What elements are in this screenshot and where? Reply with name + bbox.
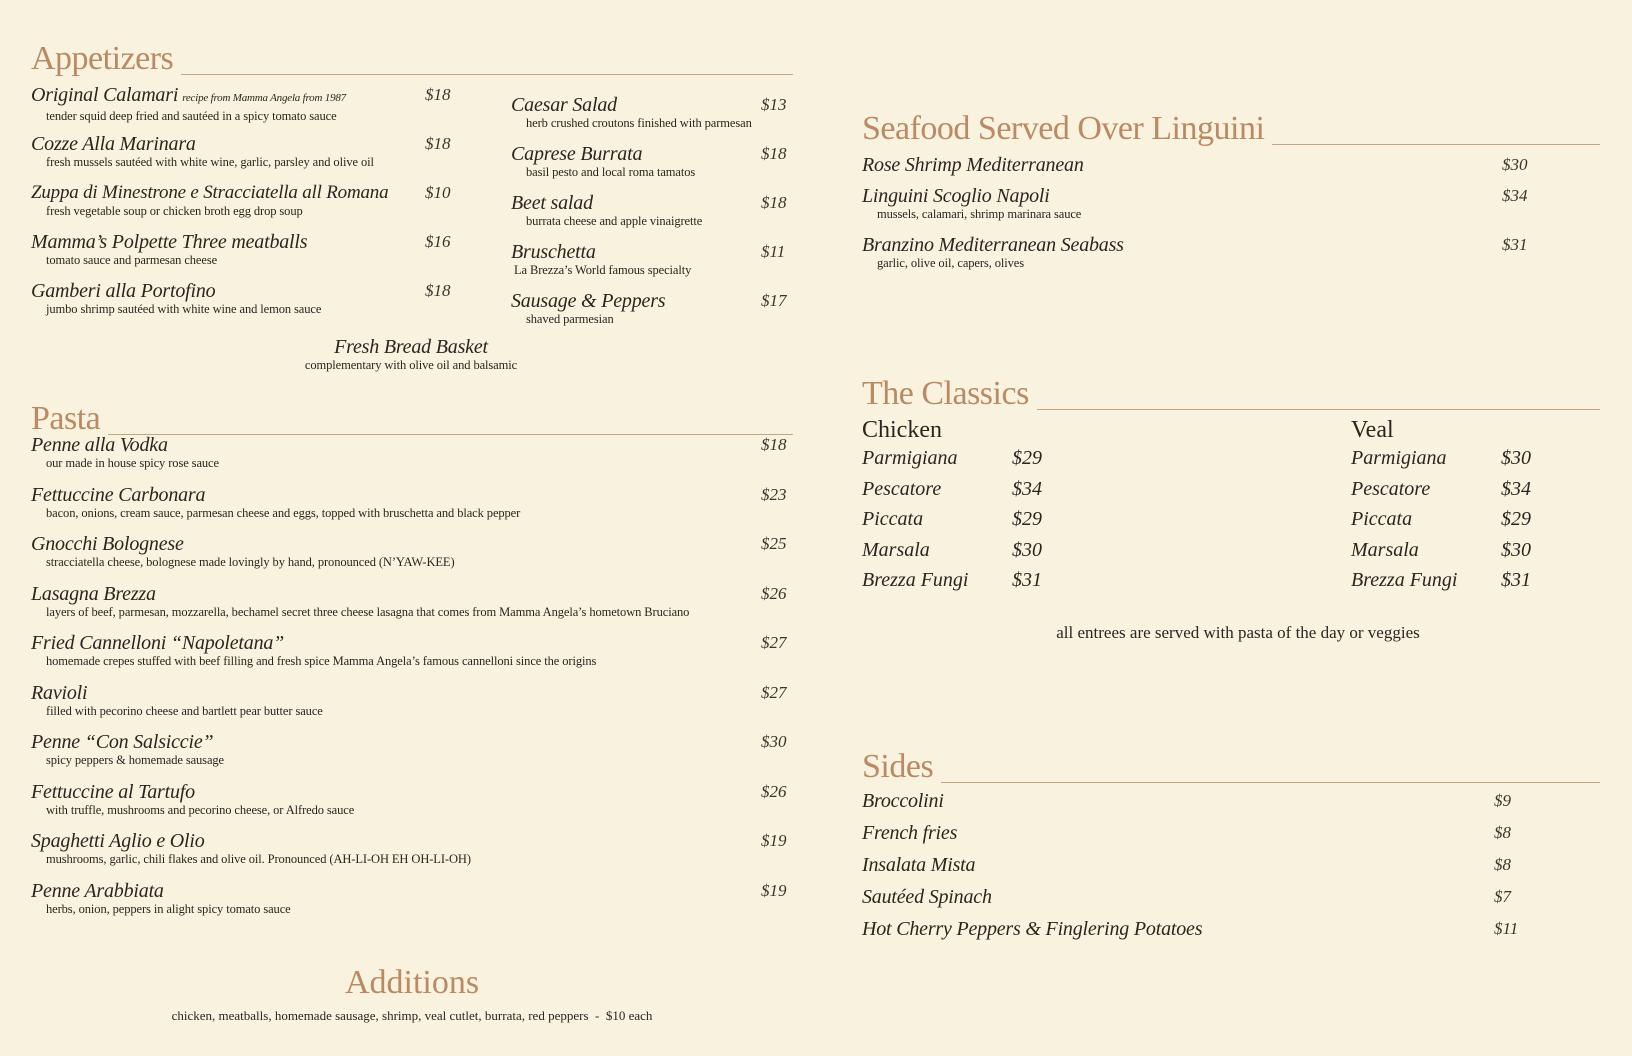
menu-item: [31, 182, 451, 219]
item-desc: jumbo shrimp sautéed with white wine and lemon sauce: [46, 302, 322, 316]
menu-item: [31, 632, 793, 669]
veal-item-price: $30: [1501, 538, 1531, 561]
item-price: $34: [1502, 186, 1528, 205]
item-price: $18: [425, 281, 451, 300]
item-name: Gamberi alla Portofino: [31, 280, 216, 302]
item-price: $18: [761, 144, 787, 163]
seafood-section: [862, 110, 1600, 290]
menu-item: [31, 682, 793, 719]
item-name: Caprese Burrata: [511, 143, 643, 165]
appetizers-title: Appetizers: [31, 40, 174, 77]
side-item: [862, 822, 1600, 844]
item-desc: tomato sauce and parmesan cheese: [46, 253, 218, 267]
menu-item: [862, 154, 1600, 176]
item-desc: with truffle, mushrooms and pecorino cheese, or Alfredo sauce: [46, 802, 355, 817]
side-item: [862, 854, 1600, 876]
item-desc: basil pesto and local roma tamatos: [526, 165, 696, 179]
seafood-title: Seafood Served Over Linguini: [862, 110, 1265, 147]
item-desc: fresh mussels sautéed with white wine, garlic, parsley and olive oil: [46, 155, 374, 169]
item-desc: La Brezza’s World famous specialty: [514, 263, 692, 277]
menu-item: [511, 290, 793, 327]
item-price: $31: [1502, 235, 1528, 254]
menu-item: [511, 143, 793, 180]
item-name: Linguini Scoglio Napoli: [862, 185, 1050, 207]
item-price: $17: [761, 291, 787, 310]
additions-desc: chicken, meatballs, homemade sausage, shrimp, veal cutlet, burrata, red peppers - $10 each: [171, 1008, 653, 1023]
appetizers-title-row: [31, 40, 793, 78]
sides-title-row: [862, 748, 1600, 786]
item-desc: layers of beef, parmesan, mozzarella, bechamel secret three cheese lasagna that comes from Mamma Angela’s hometown Bruciano: [46, 604, 690, 619]
item-price: $25: [761, 534, 787, 553]
item-name: Broccolini: [862, 790, 944, 812]
item-price: $9: [1494, 791, 1511, 810]
chicken-item-price: $34: [1012, 477, 1042, 500]
item-price: $11: [761, 242, 786, 261]
menu-item: [31, 280, 451, 317]
veal-item-name: Brezza Fungi: [1351, 569, 1458, 591]
chicken-item-price: $29: [1012, 508, 1042, 530]
item-desc: fresh vegetable soup or chicken broth egg drop soup: [46, 204, 303, 218]
item-price: $18: [425, 85, 451, 104]
item-name: Mamma’s Polpette Three meatballs: [31, 231, 308, 253]
item-name: Sautéed Spinach: [862, 886, 992, 908]
item-price: $26: [761, 583, 787, 603]
menu-item: [31, 830, 793, 867]
pasta-section: [31, 400, 793, 930]
item-name: Lasagna Brezza: [31, 582, 156, 605]
item-name: Insalata Mista: [862, 854, 976, 876]
item-name: Beet salad: [511, 192, 593, 214]
item-desc: herbs, onion, peppers in alight spicy tomato sauce: [46, 901, 291, 916]
menu-item: [31, 880, 793, 917]
bread-basket-desc: complementary with olive oil and balsamic: [304, 358, 518, 372]
item-name: Hot Cherry Peppers & Finglering Potatoes: [862, 918, 1203, 940]
item-price: $8: [1494, 855, 1511, 874]
additions-section: [31, 964, 793, 1024]
item-price: $7: [1494, 887, 1511, 906]
menu-item: [862, 185, 1600, 222]
item-desc: shaved parmesian: [526, 312, 614, 326]
item-desc: homemade crepes stuffed with beef filling and fresh spice Mamma Angela’s famous cannelloni since the origins: [46, 654, 597, 668]
item-desc: filled with pecorino cheese and bartlett pear butter sauce: [46, 703, 323, 718]
pasta-title: Pasta: [31, 400, 101, 437]
classics-title-row: [862, 375, 1600, 413]
menu-item: [31, 583, 793, 620]
item-desc: bacon, onions, cream sauce, parmesan cheese and eggs, topped with bruschetta and black pepper: [46, 505, 521, 520]
sides-section: [862, 748, 1600, 948]
item-price: $23: [761, 484, 787, 504]
menu-item: [31, 731, 793, 768]
item-desc: garlic, olive oil, capers, olives: [877, 256, 1024, 270]
classics-rule: [1037, 409, 1600, 410]
item-price: $30: [761, 732, 787, 751]
item-name: Ravioli: [31, 681, 88, 704]
item-name: Penne “Con Salsiccie”: [31, 731, 214, 753]
item-name: Fettuccine Carbonara: [31, 483, 206, 506]
item-name: Spaghetti Aglio e Olio: [31, 830, 205, 852]
item-desc: mushrooms, garlic, chili flakes and olive oil. Pronounced (AH-LI-OH EH OH-LI-OH): [46, 852, 471, 866]
veal-item-price: $34: [1501, 477, 1531, 500]
item-name: Zuppa di Minestrone e Stracciatella all Romana: [31, 182, 389, 203]
item-name: Cozze Alla Marinara: [31, 133, 196, 155]
classics-section: [862, 375, 1600, 655]
item-name: Bruschetta: [511, 241, 596, 263]
side-item: [862, 886, 1600, 908]
item-desc: mussels, calamari, shrimp marinara sauce: [877, 207, 1082, 221]
menu-item: [511, 192, 793, 229]
item-desc: herb crushed croutons finished with parmesan: [526, 116, 752, 130]
menu-item: [511, 94, 793, 131]
menu-item: [862, 234, 1600, 271]
item-price: $10: [425, 183, 451, 202]
item-name: Penne Arabbiata: [31, 879, 164, 902]
item-price: $18: [425, 134, 451, 153]
item-price: $19: [761, 831, 787, 850]
veal-item-price: $30: [1501, 447, 1531, 469]
chicken-item-price: $30: [1012, 538, 1042, 561]
item-desc: burrata cheese and apple vinaigrette: [526, 214, 703, 228]
chicken-heading: Chicken: [862, 417, 942, 443]
item-desc: tender squid deep fried and sautéed in a spicy tomato sauce: [46, 109, 337, 123]
classics-title: The Classics: [862, 375, 1029, 412]
item-desc: spicy peppers & homemade sausage: [46, 753, 224, 767]
veal-heading: Veal: [1351, 417, 1394, 443]
chicken-item-name: Parmigiana: [862, 447, 958, 469]
pasta-title-row: [31, 400, 793, 438]
menu-item: [511, 241, 793, 278]
item-price: $11: [1494, 919, 1519, 938]
item-price: $8: [1494, 823, 1511, 842]
chicken-item-name: Pescatore: [862, 477, 942, 500]
classics-note: all entrees are served with pasta of the day or veggies: [1056, 623, 1420, 642]
veal-item-name: Piccata: [1351, 508, 1413, 530]
menu-item: [31, 781, 793, 818]
veal-item-name: Marsala: [1351, 538, 1419, 561]
item-price: $19: [761, 880, 787, 900]
item-desc: our made in house spicy rose sauce: [46, 456, 219, 470]
menu-item: [31, 434, 793, 471]
additions-title: Additions: [344, 964, 480, 1001]
veal-item-price: $29: [1501, 508, 1531, 530]
item-note: recipe from Mamma Angela from 1987: [182, 92, 346, 104]
item-desc: stracciatella cheese, bolognese made lovingly by hand, pronounced (N’YAW-KEE): [46, 555, 455, 569]
item-price: $18: [761, 435, 787, 454]
menu-item: [31, 84, 451, 124]
appetizers-section: [31, 40, 793, 380]
item-name: Fettuccine al Tartufo: [31, 780, 195, 803]
side-item: [862, 918, 1600, 940]
item-name: Rose Shrimp Mediterranean: [862, 154, 1084, 176]
chicken-item-price: $29: [1012, 447, 1042, 469]
item-name: Original Calamari: [31, 84, 179, 106]
menu-item: [31, 484, 793, 521]
item-price: $13: [761, 95, 787, 114]
bread-basket-name: Fresh Bread Basket: [334, 336, 488, 358]
veal-item-name: Parmigiana: [1351, 447, 1447, 469]
menu-item: [31, 133, 451, 170]
item-name: Sausage & Peppers: [511, 290, 666, 312]
chicken-item-name: Brezza Fungi: [862, 569, 969, 591]
seafood-title-row: [862, 110, 1600, 148]
item-name: Branzino Mediterranean Seabass: [862, 234, 1124, 256]
sides-title: Sides: [862, 748, 934, 785]
item-price: $27: [761, 682, 787, 702]
chicken-item-name: Piccata: [862, 508, 924, 530]
side-item: [862, 790, 1600, 812]
item-name: Caesar Salad: [511, 94, 617, 116]
item-name: Fried Cannelloni “Napoletana”: [31, 632, 285, 654]
bread-basket: [201, 336, 621, 373]
item-name: Penne alla Vodka: [31, 434, 168, 456]
veal-item-price: $31: [1501, 569, 1531, 591]
seafood-rule: [1272, 144, 1600, 145]
item-price: $26: [761, 781, 787, 801]
item-price: $16: [425, 232, 451, 251]
chicken-item-name: Marsala: [862, 538, 930, 561]
sides-rule: [941, 782, 1600, 783]
chicken-item-price: $31: [1012, 569, 1042, 591]
item-price: $18: [761, 193, 787, 212]
item-name: French fries: [862, 822, 958, 844]
item-price: $30: [1502, 155, 1528, 174]
item-price: $27: [761, 633, 787, 652]
appetizers-rule: [181, 74, 793, 75]
menu-item: [31, 533, 793, 570]
item-name: Gnocchi Bolognese: [31, 533, 184, 555]
menu-item: [31, 231, 451, 268]
veal-item-name: Pescatore: [1351, 477, 1431, 500]
